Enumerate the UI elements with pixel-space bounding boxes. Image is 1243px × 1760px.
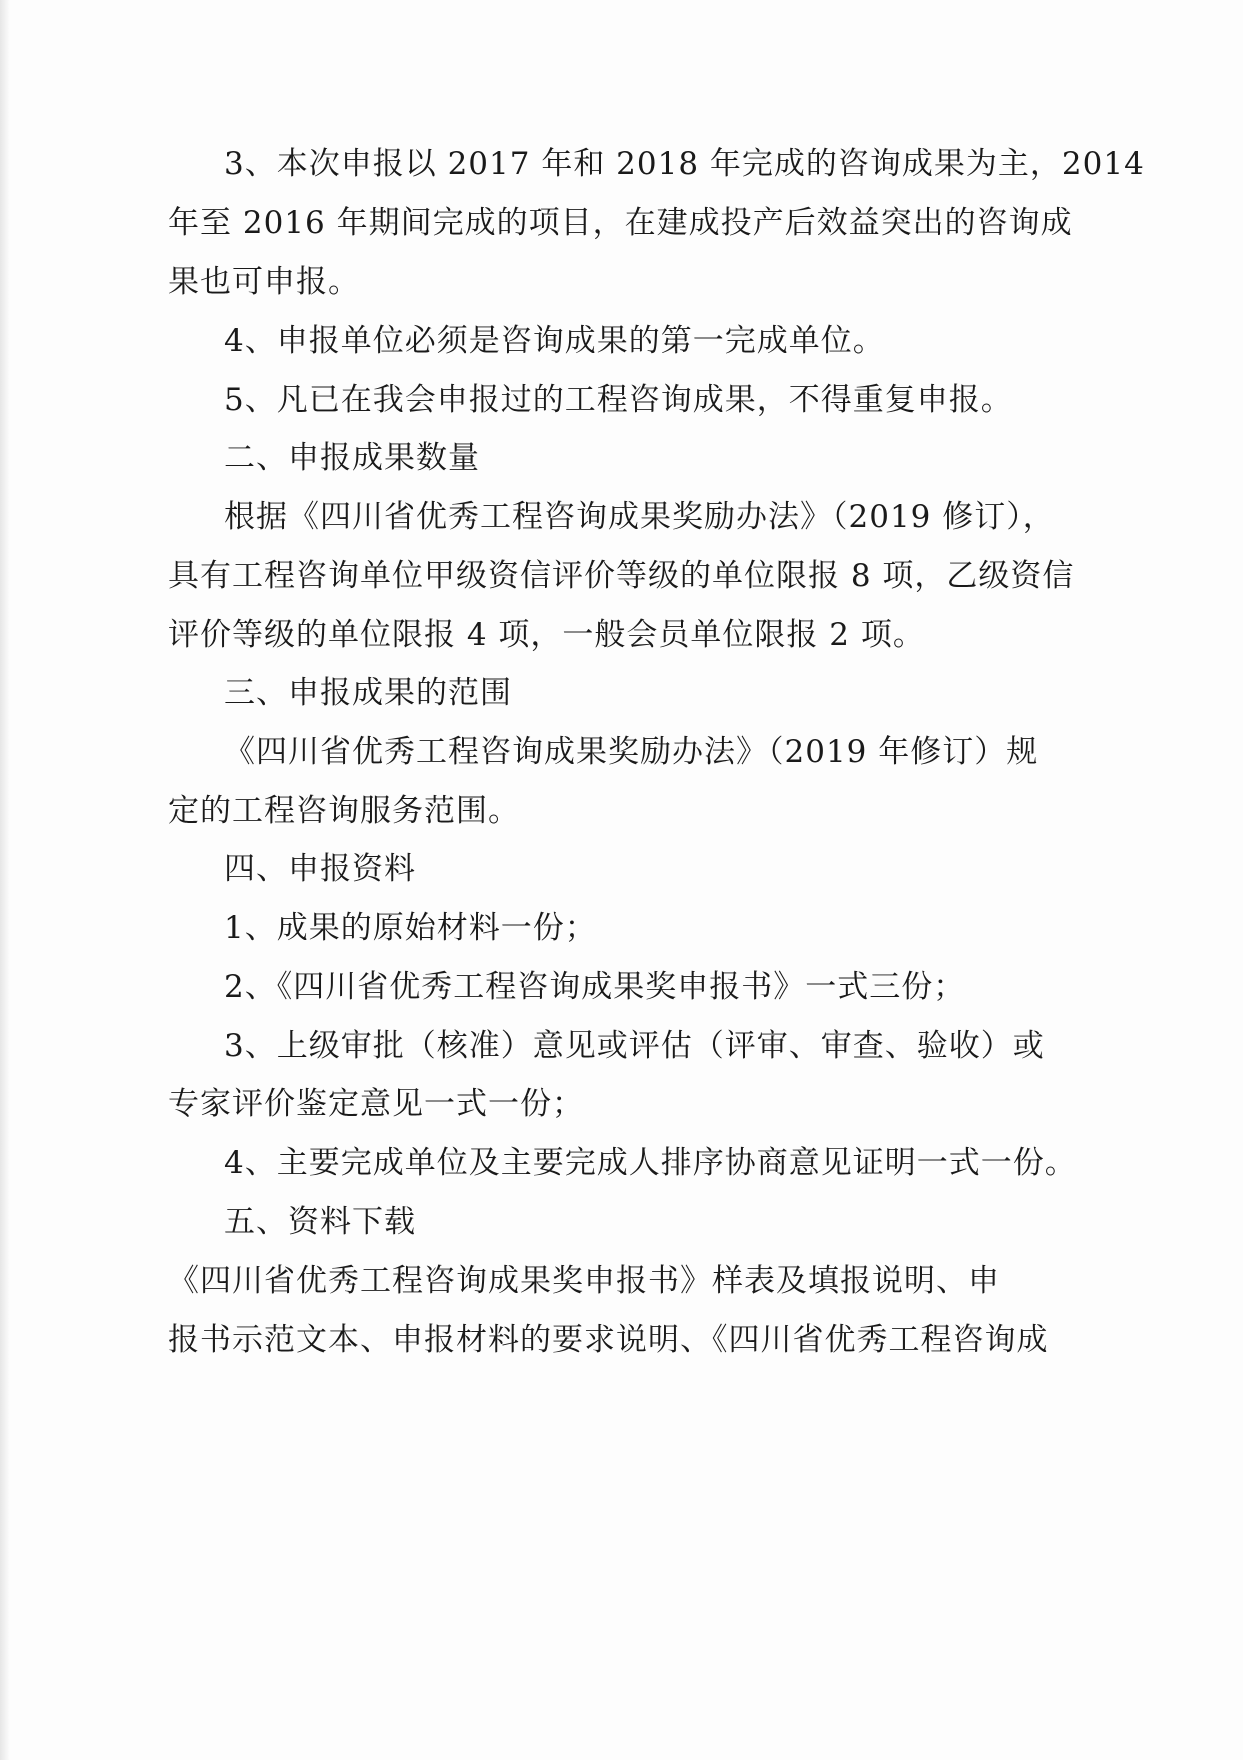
text-line-download-1: 《四川省优秀工程咨询成果奖申报书》样表及填报说明、申 <box>168 1263 1000 1299</box>
text-line-materials-4: 4、主要完成单位及主要完成人排序协商意见证明一式一份。 <box>224 1145 1077 1181</box>
text-line-quantity-2: 具有工程咨询单位甲级资信评价等级的单位限报 8 项，乙级资信 <box>168 558 1075 594</box>
scan-edge <box>0 0 10 1760</box>
text-line-materials-3-cont: 专家评价鉴定意见一式一份； <box>168 1086 584 1122</box>
section-heading-4: 四、申报资料 <box>224 851 416 887</box>
text-line-item-3-cont: 年至 2016 年期间完成的项目，在建成投产后效益突出的咨询成 <box>168 205 1073 241</box>
text-line-scope-1: 《四川省优秀工程咨询成果奖励办法》（2019 年修订）规 <box>224 734 1039 770</box>
text-line-materials-3: 3、上级审批（核准）意见或评估（评审、审查、验收）或 <box>224 1028 1045 1064</box>
text-line-materials-1: 1、成果的原始材料一份； <box>224 910 597 946</box>
text-line-scope-2: 定的工程咨询服务范围。 <box>168 793 520 829</box>
section-heading-2: 二、申报成果数量 <box>224 440 480 476</box>
section-heading-3: 三、申报成果的范围 <box>224 675 512 711</box>
text-line-materials-2: 2、《四川省优秀工程咨询成果奖申报书》一式三份； <box>224 969 966 1005</box>
text-line-item-5: 5、凡已在我会申报过的工程咨询成果，不得重复申报。 <box>224 382 1013 418</box>
text-line-download-2: 报书示范文本、申报材料的要求说明、《四川省优秀工程咨询成 <box>168 1322 1049 1358</box>
section-heading-5: 五、资料下载 <box>224 1204 416 1240</box>
text-line-item-3: 3、本次申报以 2017 年和 2018 年完成的咨询成果为主，2014 <box>224 146 1145 182</box>
text-line-item-4: 4、申报单位必须是咨询成果的第一完成单位。 <box>224 323 885 359</box>
text-line-quantity-1: 根据《四川省优秀工程咨询成果奖励办法》（2019 修订）， <box>224 499 1055 535</box>
text-line-item-3-end: 果也可申报。 <box>168 264 360 300</box>
text-line-quantity-3: 评价等级的单位限报 4 项，一般会员单位限报 2 项。 <box>168 617 925 653</box>
